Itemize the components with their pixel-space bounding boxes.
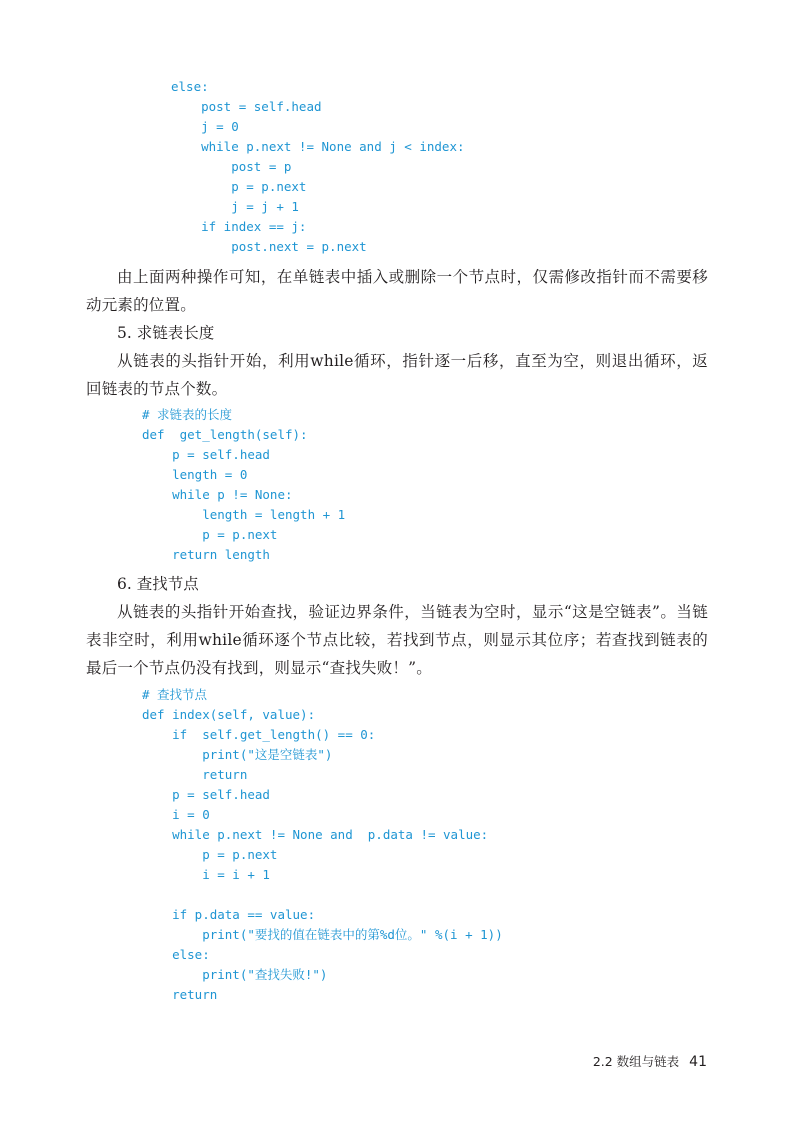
paragraph-get-length: 从链表的头指针开始，利用while循环，指针逐一后移，直至为空，则退出循环，返回链表的节点个数。	[86, 352, 708, 398]
code-line: else:	[142, 947, 210, 962]
code-line: post = p	[171, 159, 292, 174]
code-block-index	[142, 685, 503, 1005]
code-line: print("查找失败!")	[142, 967, 328, 982]
code-line: while p.next != None and p.data != value:	[142, 827, 489, 842]
code-line: p = p.next	[142, 847, 278, 862]
code-line: post = self.head	[171, 99, 322, 114]
code-block-get-length	[142, 405, 345, 565]
code-line: def index(self, value):	[142, 707, 316, 722]
code-line: while p != None:	[142, 487, 293, 502]
code-line: return length	[142, 547, 270, 562]
code-line: while p.next != None and j < index:	[171, 139, 465, 154]
code-line: p = self.head	[142, 787, 270, 802]
code-line: return	[142, 767, 248, 782]
code-line: post.next = p.next	[171, 239, 367, 254]
code-line: else:	[171, 79, 209, 94]
code-line: length = length + 1	[142, 507, 346, 522]
code-line: # 查找节点	[142, 687, 208, 702]
code-line: if self.get_length() == 0:	[142, 727, 376, 742]
code-block-insert-delete	[171, 77, 465, 257]
code-line: print("要找的值在链表中的第%d位。" %(i + 1))	[142, 927, 503, 942]
code-line: p = self.head	[142, 447, 270, 462]
code-line: def get_length(self):	[142, 427, 308, 442]
code-line: i = i + 1	[142, 867, 270, 882]
footer-section-title: 2.2 数组与链表	[592, 1054, 680, 1069]
code-line: p = p.next	[171, 179, 307, 194]
section-heading-6: 6. 查找节点	[117, 575, 199, 593]
section-heading-5: 5. 求链表长度	[117, 324, 215, 342]
paragraph-find-node: 从链表的头指针开始查找，验证边界条件，当链表为空时，显示“这是空链表”。当链表非空时，利用while循环逐个节点比较，若找到节点，则显示其位序；若查找到链表的最后一个节点仍没有找到，则显示“查找失败！”。	[86, 603, 708, 677]
paragraph-summary: 由上面两种操作可知，在单链表中插入或删除一个节点时，仅需修改指针而不需要移动元素的位置。	[86, 268, 708, 314]
code-line: # 求链表的长度	[142, 407, 233, 422]
code-line: j = j + 1	[171, 199, 299, 214]
code-line: print("这是空链表")	[142, 747, 333, 762]
code-line: if p.data == value:	[142, 907, 316, 922]
code-line: j = 0	[171, 119, 239, 134]
code-line: if index == j:	[171, 219, 307, 234]
code-line: length = 0	[142, 467, 248, 482]
page-footer	[593, 1052, 707, 1070]
code-line: i = 0	[142, 807, 210, 822]
page-number: 41	[689, 1054, 707, 1070]
code-line	[142, 885, 503, 905]
code-line: p = p.next	[142, 527, 278, 542]
code-line: return	[142, 987, 218, 1002]
